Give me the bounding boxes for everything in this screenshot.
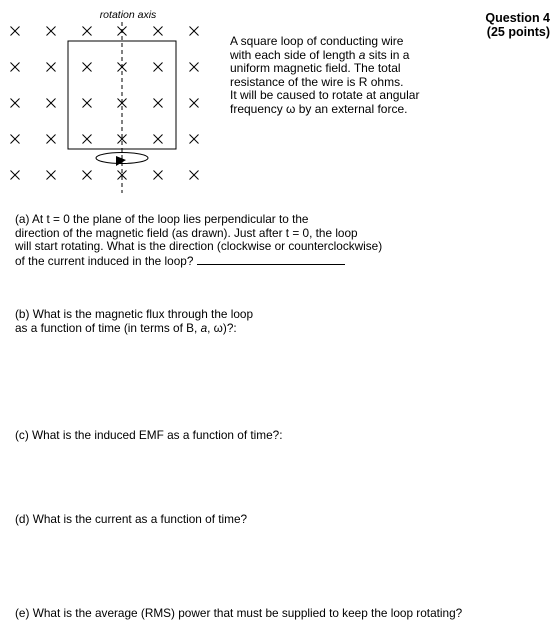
intro-line: It will be caused to rotate at angular bbox=[230, 88, 420, 102]
rotation-axis-caption: rotation axis bbox=[99, 9, 157, 21]
field-cross-icon bbox=[11, 63, 20, 72]
part-a-text: of the current induced in the loop? bbox=[15, 253, 194, 268]
part-b-line: (b) What is the magnetic flux through the loop bbox=[15, 307, 254, 321]
part-b-text: as a function of time (in terms of B, bbox=[15, 320, 201, 335]
intro-line: A square loop of conducting wire bbox=[230, 34, 404, 48]
field-cross-icon bbox=[190, 63, 199, 72]
part-d-line: (d) What is the current as a function of time? bbox=[15, 512, 248, 526]
field-cross-icon bbox=[154, 171, 163, 180]
field-cross-icon bbox=[83, 135, 92, 144]
field-cross-icon bbox=[190, 27, 199, 36]
field-cross-icon bbox=[154, 63, 163, 72]
question-points: (25 points) bbox=[486, 25, 550, 39]
field-cross-icon bbox=[11, 171, 20, 180]
part-e-line: (e) What is the average (RMS) power that must be supplied to keep the loop rotating? bbox=[15, 606, 463, 620]
field-cross-icon bbox=[47, 99, 56, 108]
part-c-line: (c) What is the induced EMF as a function of time?: bbox=[15, 428, 283, 442]
field-cross-icon bbox=[47, 135, 56, 144]
field-cross-icon bbox=[11, 99, 20, 108]
field-crosses bbox=[11, 27, 199, 180]
part-a-line bbox=[15, 254, 382, 269]
field-cross-icon bbox=[47, 63, 56, 72]
field-cross-icon bbox=[83, 171, 92, 180]
field-cross-icon bbox=[47, 27, 56, 36]
part-a-line: direction of the magnetic field (as drawn). Just after t = 0, the loop bbox=[15, 225, 358, 240]
part-a bbox=[15, 213, 382, 268]
part-a-line: will start rotating. What is the direction (clockwise or counterclockwise) bbox=[15, 239, 383, 253]
answer-blank[interactable] bbox=[197, 254, 345, 265]
field-cross-icon bbox=[190, 171, 199, 180]
intro-text: sits in a bbox=[365, 47, 410, 62]
field-cross-icon bbox=[47, 171, 56, 180]
field-cross-icon bbox=[83, 63, 92, 72]
part-e bbox=[15, 607, 462, 621]
intro-paragraph bbox=[230, 35, 470, 116]
field-cross-icon bbox=[190, 99, 199, 108]
field-cross-icon bbox=[11, 27, 20, 36]
magnetic-field-loop-diagram bbox=[0, 0, 215, 200]
field-cross-icon bbox=[154, 99, 163, 108]
part-a-line: (a) At t = 0 the plane of the loop lies perpendicular to the bbox=[15, 212, 309, 226]
field-cross-icon bbox=[11, 135, 20, 144]
field-cross-icon bbox=[83, 27, 92, 36]
field-cross-icon bbox=[190, 135, 199, 144]
field-cross-icon bbox=[83, 99, 92, 108]
intro-line: uniform magnetic field. The total bbox=[230, 61, 401, 75]
part-b bbox=[15, 308, 253, 335]
question-title: Question 4 bbox=[485, 11, 550, 25]
question-header bbox=[485, 11, 550, 39]
intro-line: frequency ω by an external force. bbox=[230, 101, 408, 116]
intro-text: with each side of length bbox=[230, 47, 359, 62]
part-d bbox=[15, 513, 247, 527]
field-cross-icon bbox=[154, 135, 163, 144]
field-cross-icon bbox=[154, 27, 163, 36]
intro-line: resistance of the wire is R ohms. bbox=[230, 74, 404, 89]
rotation-arrowhead-icon bbox=[116, 156, 126, 166]
part-c bbox=[15, 429, 283, 443]
part-b-line bbox=[15, 322, 253, 336]
variable-a: a bbox=[358, 47, 366, 62]
variable-a: a bbox=[200, 320, 208, 335]
part-b-text: , ω)?: bbox=[207, 320, 237, 335]
intro-line bbox=[230, 49, 470, 63]
